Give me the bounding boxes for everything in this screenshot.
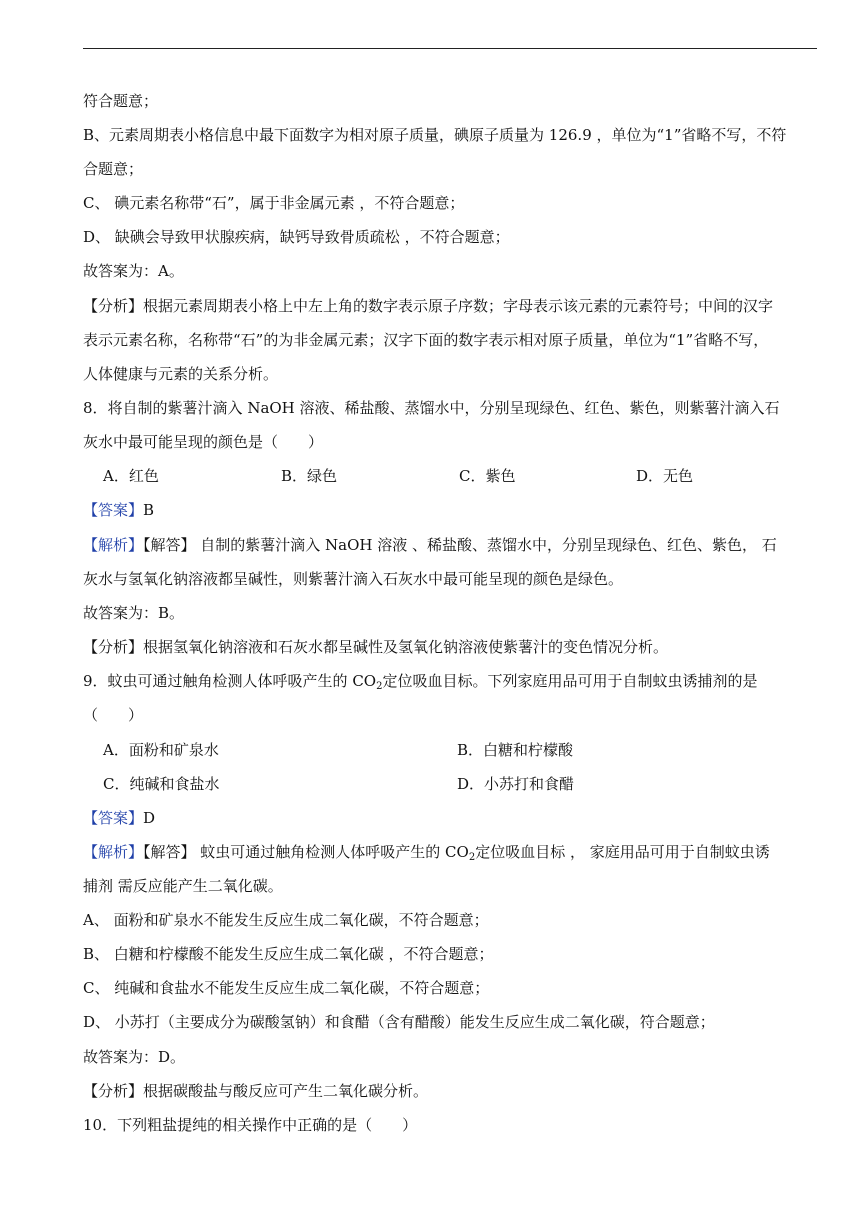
question-10-stem: 10．下列粗盐提纯的相关操作中正确的是（ ）: [83, 1116, 418, 1134]
text-line: 人体健康与元素的关系分析。: [83, 365, 279, 383]
q8-solution-line: [83, 535, 777, 555]
text-line: 合题意；: [83, 160, 144, 178]
analysis-tag: 【解析】: [83, 536, 144, 554]
analysis-tag: 【解析】: [83, 843, 144, 861]
question-8-stem-cont: 灰水中最可能呈现的颜色是（ ）: [83, 433, 324, 451]
text-line: 故答案为：A。: [83, 262, 184, 280]
solution-text: 【解答】 自制的紫薯汁滴入 NaOH 溶液 、稀盐酸、蒸馏水中，分别呈现绿色、红色、紫色， 石: [143, 536, 777, 554]
text-line: C、 纯碱和食盐水不能发生反应生成二氧化碳，不符合题意；: [83, 979, 490, 997]
q9-option-b: B．白糖和柠檬酸: [457, 741, 574, 759]
q9-solution-line: [83, 842, 770, 862]
q8-option-b: B．绿色: [281, 467, 338, 485]
text-line: 符合题意；: [83, 92, 159, 110]
text-line: 【分析】根据元素周期表小格上中左上角的数字表示原子序数；字母表示该元素的元素符号；中间的汉字: [83, 297, 774, 315]
text-line: 灰水与氢氧化钠溶液都呈碱性，则紫薯汁滴入石灰水中最可能呈现的颜色是绿色。: [83, 570, 624, 588]
answer-tag: 【答案】: [83, 501, 144, 519]
solution-text: 【解答】 蚊虫可通过触角检测人体呼吸产生的 CO: [143, 843, 469, 861]
q9-option-d: D．小苏打和食醋: [457, 775, 575, 793]
question-8-stem: 8．将自制的紫薯汁滴入 NaOH 溶液、稀盐酸、蒸馏水中，分别呈现绿色、红色、紫色，则紫薯汁滴入石: [83, 399, 780, 417]
q9-option-a: A．面粉和矿泉水: [103, 741, 219, 759]
q8-option-c: C．紫色: [459, 467, 516, 485]
subscript: 2: [468, 852, 476, 863]
header-rule: [83, 48, 817, 49]
text-line: B、 白糖和柠檬酸不能发生反应生成二氧化碳 ，不符合题意；: [83, 945, 494, 963]
stem-text: 9．蚊虫可通过触角检测人体呼吸产生的 CO: [83, 672, 377, 690]
text-line: 【分析】根据氢氧化钠溶液和石灰水都呈碱性及氢氧化钠溶液使紫薯汁的变色情况分析。: [83, 638, 669, 656]
subscript: 2: [376, 681, 383, 692]
answer-tag: 【答案】: [83, 809, 144, 827]
question-9-stem: [83, 671, 757, 691]
stem-text: 定位吸血目标。下列家庭用品可用于自制蚊虫诱捕剂的是: [382, 672, 758, 690]
text-line: C、 碘元素名称带“石”，属于非金属元素 ，不符合题意；: [83, 194, 465, 212]
text-line: 表示元素名称，名称带“石”的为非金属元素；汉字下面的数字表示相对原子质量，单位为“1”省略不写，: [83, 331, 769, 349]
solution-text: 定位吸血目标 ， 家庭用品可用于自制蚊虫诱: [475, 843, 770, 861]
answer-value: D: [143, 809, 156, 827]
text-line: D、 缺碘会导致甲状腺疾病，缺钙导致骨质疏松 ，不符合题意；: [83, 228, 510, 246]
q8-option-a: A．红色: [103, 467, 159, 485]
text-line: 捕剂 需反应能产生二氧化碳。: [83, 877, 283, 895]
text-line: 【分析】根据碳酸盐与酸反应可产生二氧化碳分析。: [83, 1082, 429, 1100]
text-line: 故答案为：B。: [83, 604, 185, 622]
question-9-stem-cont: （ ）: [83, 706, 144, 724]
q8-answer: [83, 500, 154, 520]
q8-option-d: D．无色: [636, 467, 694, 485]
text-line: B、元素周期表小格信息中最下面数字为相对原子质量，碘原子质量为 126.9 ，单位为“1”省略不写，不符: [83, 126, 787, 144]
q9-answer: [83, 808, 155, 828]
text-line: A、 面粉和矿泉水不能发生反应生成二氧化碳，不符合题意；: [83, 911, 489, 929]
text-line: 故答案为：D。: [83, 1048, 186, 1066]
text-line: D、 小苏打（主要成分为碳酸氢钠）和食醋（含有醋酸）能发生反应生成二氧化碳，符合题意；: [83, 1013, 715, 1031]
answer-value: B: [143, 501, 155, 519]
q9-option-c: C．纯碱和食盐水: [103, 775, 220, 793]
